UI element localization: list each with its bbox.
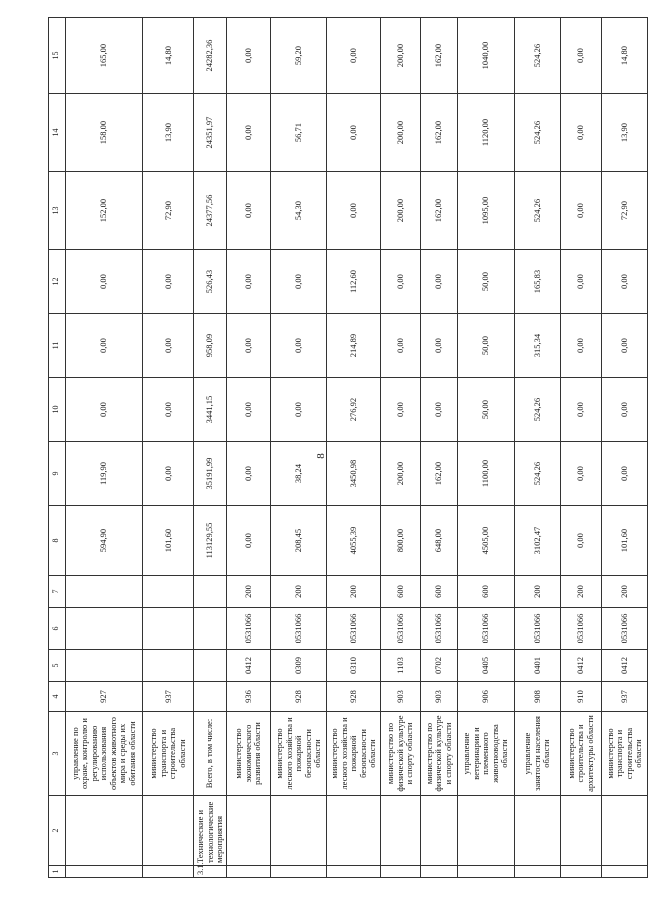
header-cell-7: 7 xyxy=(49,576,66,608)
table-cell-col-10: 3441,15 xyxy=(194,378,227,442)
table-cell-col-9: 524,26 xyxy=(515,442,561,506)
table-cell-col-8: 113129,55 xyxy=(194,506,227,576)
table-row xyxy=(560,18,601,878)
table-cell-col-6: 0531066 xyxy=(226,608,271,650)
table-cell-col-10: 0,00 xyxy=(381,378,420,442)
table-cell-col-10: 0,00 xyxy=(65,378,143,442)
table-cell-col-10: 0,00 xyxy=(226,378,271,442)
table-cell-col-4: 928 xyxy=(327,682,381,712)
table-cell-col-14: 200,00 xyxy=(381,94,420,172)
table-cell-col-10: 50,00 xyxy=(458,378,515,442)
table-cell-col-1 xyxy=(327,866,381,878)
table-cell-col-15: 0,00 xyxy=(226,18,271,94)
table-row xyxy=(327,18,381,878)
table-cell-col-15: 0,00 xyxy=(327,18,381,94)
table-cell-col-9: 1100,00 xyxy=(458,442,515,506)
header-cell-15: 15 xyxy=(49,18,66,94)
table-cell-col-3: министерство лесного хозяйства и пожарной безопасности области xyxy=(271,712,327,796)
table-cell-col-3: управление ветеринарии и племенного животноводства области xyxy=(458,712,515,796)
table-cell-col-1: 3.1. xyxy=(194,866,227,878)
table-cell-col-11: 0,00 xyxy=(226,314,271,378)
header-cell-6: 6 xyxy=(49,608,66,650)
table-cell-col-3: управление по охране, контролю и регулированию использования объектов животного мира и среды их обитания области xyxy=(65,712,143,796)
table-cell-col-9: 0,00 xyxy=(560,442,601,506)
table-cell-col-7 xyxy=(143,576,194,608)
table-cell-col-5: 0702 xyxy=(420,650,457,682)
table-cell-col-6: 0531066 xyxy=(327,608,381,650)
header-cell-12: 12 xyxy=(49,250,66,314)
table-cell-col-2 xyxy=(143,796,194,866)
table-row xyxy=(420,18,457,878)
table-cell-col-9: 0,00 xyxy=(226,442,271,506)
table-cell-col-4 xyxy=(194,682,227,712)
header-cell-4: 4 xyxy=(49,682,66,712)
table-cell-col-13: 200,00 xyxy=(381,172,420,250)
table-row xyxy=(602,18,648,878)
table-cell-col-3: министерство строительства и архитектуры области xyxy=(560,712,601,796)
table-cell-col-7: 600 xyxy=(420,576,457,608)
table-cell-col-7: 600 xyxy=(381,576,420,608)
header-cell-9: 9 xyxy=(49,442,66,506)
table-cell-col-1 xyxy=(458,866,515,878)
table-cell-col-4: 937 xyxy=(143,682,194,712)
table-cell-col-9: 0,00 xyxy=(143,442,194,506)
table-cell-col-12: 50,00 xyxy=(458,250,515,314)
table-cell-col-12: 526,43 xyxy=(194,250,227,314)
table-header-row xyxy=(49,18,66,878)
table-cell-col-9: 119,90 xyxy=(65,442,143,506)
table-cell-col-14: 158,00 xyxy=(65,94,143,172)
table-cell-col-5: 1103 xyxy=(381,650,420,682)
table-cell-col-3: министерство транспорта и строительства области xyxy=(143,712,194,796)
table-cell-col-10: 0,00 xyxy=(271,378,327,442)
table-cell-col-7 xyxy=(65,576,143,608)
table-cell-col-8: 4505,00 xyxy=(458,506,515,576)
table-cell-col-13: 72,90 xyxy=(602,172,648,250)
table-cell-col-5: 0405 xyxy=(458,650,515,682)
table-cell-col-11: 958,09 xyxy=(194,314,227,378)
table-cell-col-7: 200 xyxy=(226,576,271,608)
table-cell-col-6 xyxy=(143,608,194,650)
table-cell-col-2 xyxy=(420,796,457,866)
table-cell-col-13: 0,00 xyxy=(327,172,381,250)
table-cell-col-5: 0412 xyxy=(226,650,271,682)
table-row xyxy=(271,18,327,878)
table-cell-col-1 xyxy=(226,866,271,878)
budget-table xyxy=(48,17,648,878)
table-cell-col-4: 937 xyxy=(602,682,648,712)
table-cell-col-1 xyxy=(271,866,327,878)
table-cell-col-3: управление занятости населения области xyxy=(515,712,561,796)
table-cell-col-2 xyxy=(602,796,648,866)
table-cell-col-14: 56,71 xyxy=(271,94,327,172)
table-cell-col-3: министерство по физической культуре и спорту области xyxy=(420,712,457,796)
table-cell-col-10: 0,00 xyxy=(602,378,648,442)
table-cell-col-6: 0531066 xyxy=(560,608,601,650)
table-cell-col-3: министерство по физической культуре и спорту области xyxy=(381,712,420,796)
table-row xyxy=(194,18,227,878)
table-cell-col-11: 0,00 xyxy=(602,314,648,378)
table-cell-col-7: 200 xyxy=(327,576,381,608)
header-cell-10: 10 xyxy=(49,378,66,442)
table-cell-col-14: 1120,00 xyxy=(458,94,515,172)
table-cell-col-13: 524,26 xyxy=(515,172,561,250)
table-cell-col-11: 0,00 xyxy=(143,314,194,378)
table-cell-col-13: 24377,56 xyxy=(194,172,227,250)
table-cell-col-6: 0531066 xyxy=(515,608,561,650)
table-cell-col-6: 0531066 xyxy=(271,608,327,650)
table-cell-col-6: 0531066 xyxy=(420,608,457,650)
table-cell-col-1 xyxy=(381,866,420,878)
header-cell-3: 3 xyxy=(49,712,66,796)
table-cell-col-15: 0,00 xyxy=(560,18,601,94)
table-cell-col-6 xyxy=(194,608,227,650)
table-cell-col-5 xyxy=(65,650,143,682)
table-cell-col-2 xyxy=(458,796,515,866)
table-cell-col-7: 200 xyxy=(271,576,327,608)
table-cell-col-5 xyxy=(143,650,194,682)
page-number: 8 xyxy=(314,453,327,459)
table-cell-col-8: 800,00 xyxy=(381,506,420,576)
table-cell-col-15: 165,00 xyxy=(65,18,143,94)
table-cell-col-2 xyxy=(327,796,381,866)
table-cell-col-11: 0,00 xyxy=(271,314,327,378)
table-cell-col-6: 0531066 xyxy=(381,608,420,650)
table-cell-col-8: 101,60 xyxy=(143,506,194,576)
table-cell-col-9: 35191,99 xyxy=(194,442,227,506)
table-cell-col-8: 3102,47 xyxy=(515,506,561,576)
table-cell-col-15: 524,26 xyxy=(515,18,561,94)
table-cell-col-8: 101,60 xyxy=(602,506,648,576)
table-cell-col-7: 200 xyxy=(515,576,561,608)
table-cell-col-13: 162,00 xyxy=(420,172,457,250)
table-cell-col-2 xyxy=(560,796,601,866)
table-cell-col-1 xyxy=(602,866,648,878)
table-cell-col-11: 50,00 xyxy=(458,314,515,378)
table-cell-col-4: 906 xyxy=(458,682,515,712)
table-cell-col-2 xyxy=(271,796,327,866)
table-cell-col-15: 24282,36 xyxy=(194,18,227,94)
table-cell-col-1 xyxy=(65,866,143,878)
rotated-table-container xyxy=(48,18,648,878)
table-cell-col-13: 0,00 xyxy=(560,172,601,250)
table-cell-col-2 xyxy=(226,796,271,866)
table-cell-col-5: 0309 xyxy=(271,650,327,682)
table-cell-col-12: 0,00 xyxy=(226,250,271,314)
table-cell-col-11: 315,34 xyxy=(515,314,561,378)
table-cell-col-14: 24351,97 xyxy=(194,94,227,172)
table-cell-col-14: 162,00 xyxy=(420,94,457,172)
table-cell-col-14: 0,00 xyxy=(226,94,271,172)
table-row xyxy=(65,18,143,878)
table-cell-col-14: 13,90 xyxy=(143,94,194,172)
table-cell-col-15: 1040,00 xyxy=(458,18,515,94)
header-cell-5: 5 xyxy=(49,650,66,682)
table-cell-col-6: 0531066 xyxy=(602,608,648,650)
table-cell-col-7: 200 xyxy=(602,576,648,608)
table-cell-col-5: 0310 xyxy=(327,650,381,682)
table-row xyxy=(515,18,561,878)
table-cell-col-11: 0,00 xyxy=(65,314,143,378)
table-cell-col-2 xyxy=(381,796,420,866)
table-row xyxy=(458,18,515,878)
table-cell-col-5: 0412 xyxy=(560,650,601,682)
table-cell-col-13: 72,90 xyxy=(143,172,194,250)
table-cell-col-9: 162,00 xyxy=(420,442,457,506)
table-cell-col-10: 0,00 xyxy=(560,378,601,442)
table-cell-col-15: 59,20 xyxy=(271,18,327,94)
header-cell-14: 14 xyxy=(49,94,66,172)
table-cell-col-2 xyxy=(515,796,561,866)
table-cell-col-13: 0,00 xyxy=(226,172,271,250)
table-cell-col-3: министерство лесного хозяйства и пожарной безопасности области xyxy=(327,712,381,796)
table-cell-col-1 xyxy=(560,866,601,878)
header-cell-11: 11 xyxy=(49,314,66,378)
table-cell-col-14: 13,90 xyxy=(602,94,648,172)
table-cell-col-5 xyxy=(194,650,227,682)
table-cell-col-7 xyxy=(194,576,227,608)
table-cell-col-12: 0,00 xyxy=(143,250,194,314)
table-cell-col-12: 0,00 xyxy=(602,250,648,314)
table-cell-col-8: 0,00 xyxy=(226,506,271,576)
table-cell-col-6 xyxy=(65,608,143,650)
table-cell-col-14: 524,26 xyxy=(515,94,561,172)
table-cell-col-9: 3450,98 xyxy=(327,442,381,506)
table-cell-col-13: 54,30 xyxy=(271,172,327,250)
table-cell-col-4: 903 xyxy=(420,682,457,712)
table-body xyxy=(49,18,648,878)
table-cell-col-10: 524,26 xyxy=(515,378,561,442)
table-cell-col-8: 0,00 xyxy=(560,506,601,576)
table-cell-col-8: 208,45 xyxy=(271,506,327,576)
table-cell-col-13: 1095,00 xyxy=(458,172,515,250)
table-cell-col-12: 0,00 xyxy=(560,250,601,314)
table-cell-col-10: 0,00 xyxy=(420,378,457,442)
table-cell-col-12: 0,00 xyxy=(65,250,143,314)
table-cell-col-12: 0,00 xyxy=(381,250,420,314)
table-cell-col-1 xyxy=(515,866,561,878)
table-cell-col-1 xyxy=(143,866,194,878)
table-cell-col-14: 0,00 xyxy=(327,94,381,172)
table-cell-col-4: 928 xyxy=(271,682,327,712)
header-cell-13: 13 xyxy=(49,172,66,250)
table-cell-col-11: 0,00 xyxy=(420,314,457,378)
table-cell-col-5: 0401 xyxy=(515,650,561,682)
table-cell-col-4: 927 xyxy=(65,682,143,712)
table-cell-col-12: 112,60 xyxy=(327,250,381,314)
table-cell-col-12: 0,00 xyxy=(420,250,457,314)
table-cell-col-7: 600 xyxy=(458,576,515,608)
table-cell-col-12: 165,83 xyxy=(515,250,561,314)
table-cell-col-14: 0,00 xyxy=(560,94,601,172)
table-cell-col-15: 14,80 xyxy=(602,18,648,94)
table-cell-col-7: 200 xyxy=(560,576,601,608)
table-cell-col-11: 214,89 xyxy=(327,314,381,378)
table-cell-col-3: министерство транспорта и строительства области xyxy=(602,712,648,796)
table-cell-col-6: 0531066 xyxy=(458,608,515,650)
table-cell-col-8: 594,90 xyxy=(65,506,143,576)
table-cell-col-10: 276,92 xyxy=(327,378,381,442)
table-cell-col-10: 0,00 xyxy=(143,378,194,442)
table-cell-col-9: 38,24 xyxy=(271,442,327,506)
table-cell-col-2: Технические и технологические мероприятия xyxy=(194,796,227,866)
table-row xyxy=(143,18,194,878)
table-cell-col-4: 903 xyxy=(381,682,420,712)
table-cell-col-1 xyxy=(420,866,457,878)
table-cell-col-9: 0,00 xyxy=(602,442,648,506)
header-cell-1: 1 xyxy=(49,866,66,878)
table-cell-col-5: 0412 xyxy=(602,650,648,682)
table-cell-col-8: 648,00 xyxy=(420,506,457,576)
table-cell-col-15: 14,80 xyxy=(143,18,194,94)
table-cell-col-11: 0,00 xyxy=(381,314,420,378)
table-row xyxy=(381,18,420,878)
table-cell-col-9: 200,00 xyxy=(381,442,420,506)
table-cell-col-4: 910 xyxy=(560,682,601,712)
table-cell-col-15: 200,00 xyxy=(381,18,420,94)
table-cell-col-2 xyxy=(65,796,143,866)
table-cell-col-15: 162,00 xyxy=(420,18,457,94)
table-cell-col-12: 0,00 xyxy=(271,250,327,314)
table-row xyxy=(226,18,271,878)
header-cell-2: 2 xyxy=(49,796,66,866)
table-cell-col-4: 908 xyxy=(515,682,561,712)
header-cell-8: 8 xyxy=(49,506,66,576)
table-cell-col-3: министерство экономического развития области xyxy=(226,712,271,796)
table-cell-col-8: 4055,39 xyxy=(327,506,381,576)
table-cell-col-3: Всего, в том числе: xyxy=(194,712,227,796)
table-cell-col-4: 936 xyxy=(226,682,271,712)
table-cell-col-13: 152,00 xyxy=(65,172,143,250)
table-cell-col-11: 0,00 xyxy=(560,314,601,378)
